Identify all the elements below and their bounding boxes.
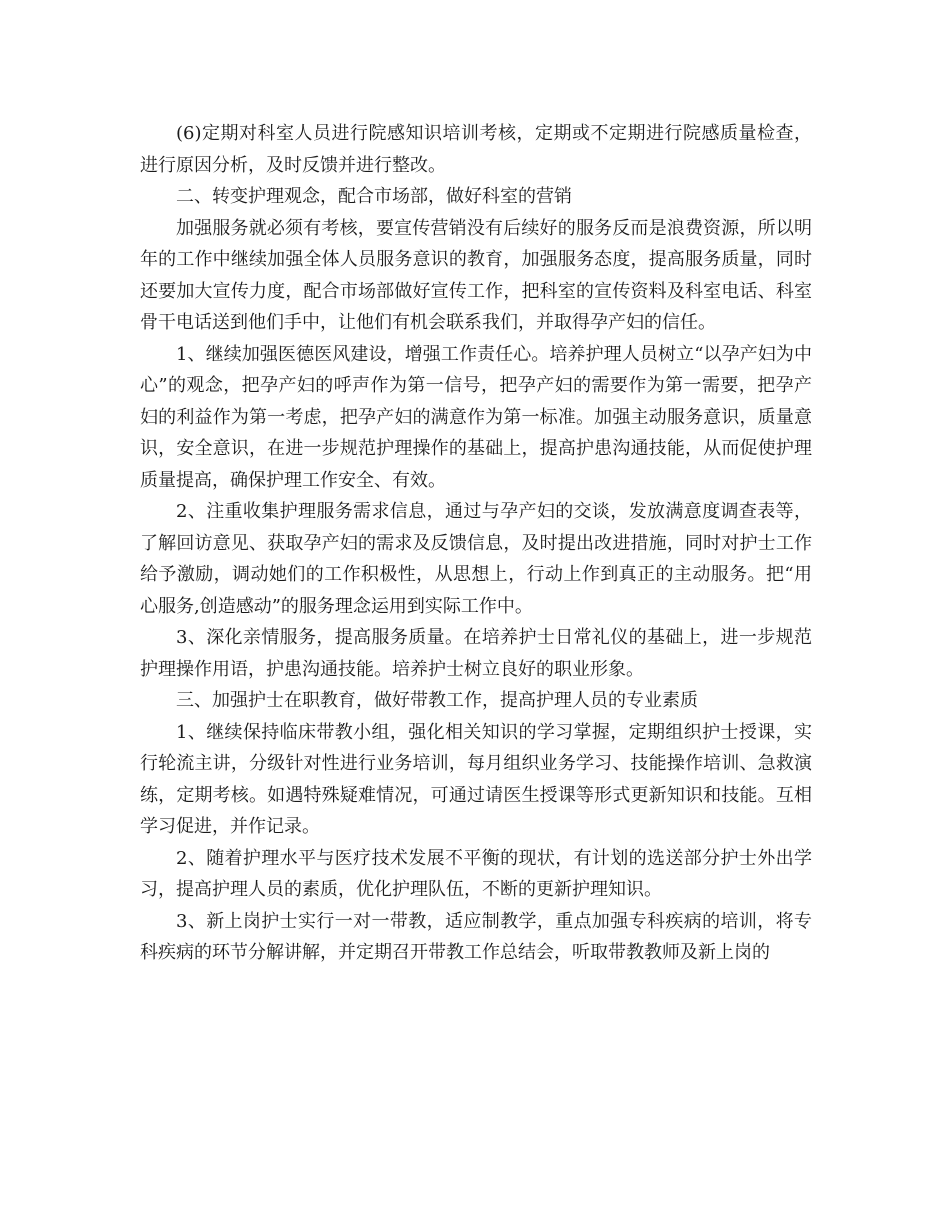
section-heading-nurse-education: 三、加强护士在职教育，做好带教工作，提高护理人员的专业素质	[176, 690, 698, 711]
paragraph-clinical-teaching-group: 1、继续保持临床带教小组，强化相关知识的学习掌握，定期组织护士授课，实行轮流主讲，分级针对性进行业务培训，每月组织业务学习、技能操作培训、急救演练，定期考核。如遇特殊疑难情况，可通过请医生授课等形式更新知识和技能。互相学习促进，并作记录。	[140, 721, 812, 837]
paragraph-new-nurse-mentoring: 3、新上岗护士实行一对一带教，适应制教学，重点加强专科疾病的培训，将专科疾病的环节分解讲解，并定期召开带教工作总结会，听取带教教师及新上岗的	[140, 910, 812, 963]
paragraph-external-study: 2、随着护理水平与医疗技术发展不平衡的现状，有计划的选送部分护士外出学习，提高护理人员的素质，优化护理队伍，不断的更新护理知识。	[140, 847, 812, 900]
paragraph-family-care-service: 3、深化亲情服务，提高服务质量。在培养护士日常礼仪的基础上，进一步规范护理操作用语，护患沟通技能。培养护士树立良好的职业形象。	[140, 627, 812, 680]
paragraph-medical-ethics: 1、继续加强医德医风建设，增强工作责任心。培养护理人员树立“以孕产妇为中心”的观念，把孕产妇的呼声作为第一信号，把孕产妇的需要作为第一需要，把孕产妇的利益作为第一考虑，把孕产妇的满意作为第一标准。加强主动服务意识，质量意识，安全意识，在进一步规范护理操作的基础上，提高护患沟通技能，从而促使护理质量提高，确保护理工作安全、有效。	[140, 343, 812, 491]
paragraph-service-assessment: 加强服务就必须有考核，要宣传营销没有后续好的服务反而是浪费资源，所以明年的工作中继续加强全体人员服务意识的教育，加强服务态度，提高服务质量，同时还要加大宣传力度，配合市场部做好宣传工作，把科室的宣传资料及科室电话、科室骨干电话送到他们手中，让他们有机会联系我们，并取得孕产妇的信任。	[140, 217, 812, 333]
section-heading-nursing-concept: 二、转变护理观念，配合市场部，做好科室的营销	[176, 186, 572, 207]
paragraph-service-feedback: 2、注重收集护理服务需求信息，通过与孕产妇的交谈，发放满意度调查表等，了解回访意见、获取孕产妇的需求及反馈信息，及时提出改进措施，同时对护士工作给予激励，调动她们的工作积极性，从思想上，行动上作到真正的主动服务。把“用心服务,创造感动”的服务理念运用到实际工作中。	[140, 501, 812, 617]
paragraph-infection-training: (6)定期对科室人员进行院感知识培训考核，定期或不定期进行院感质量检查，进行原因分析，及时反馈并进行整改。	[140, 123, 812, 176]
document-body	[140, 118, 812, 969]
